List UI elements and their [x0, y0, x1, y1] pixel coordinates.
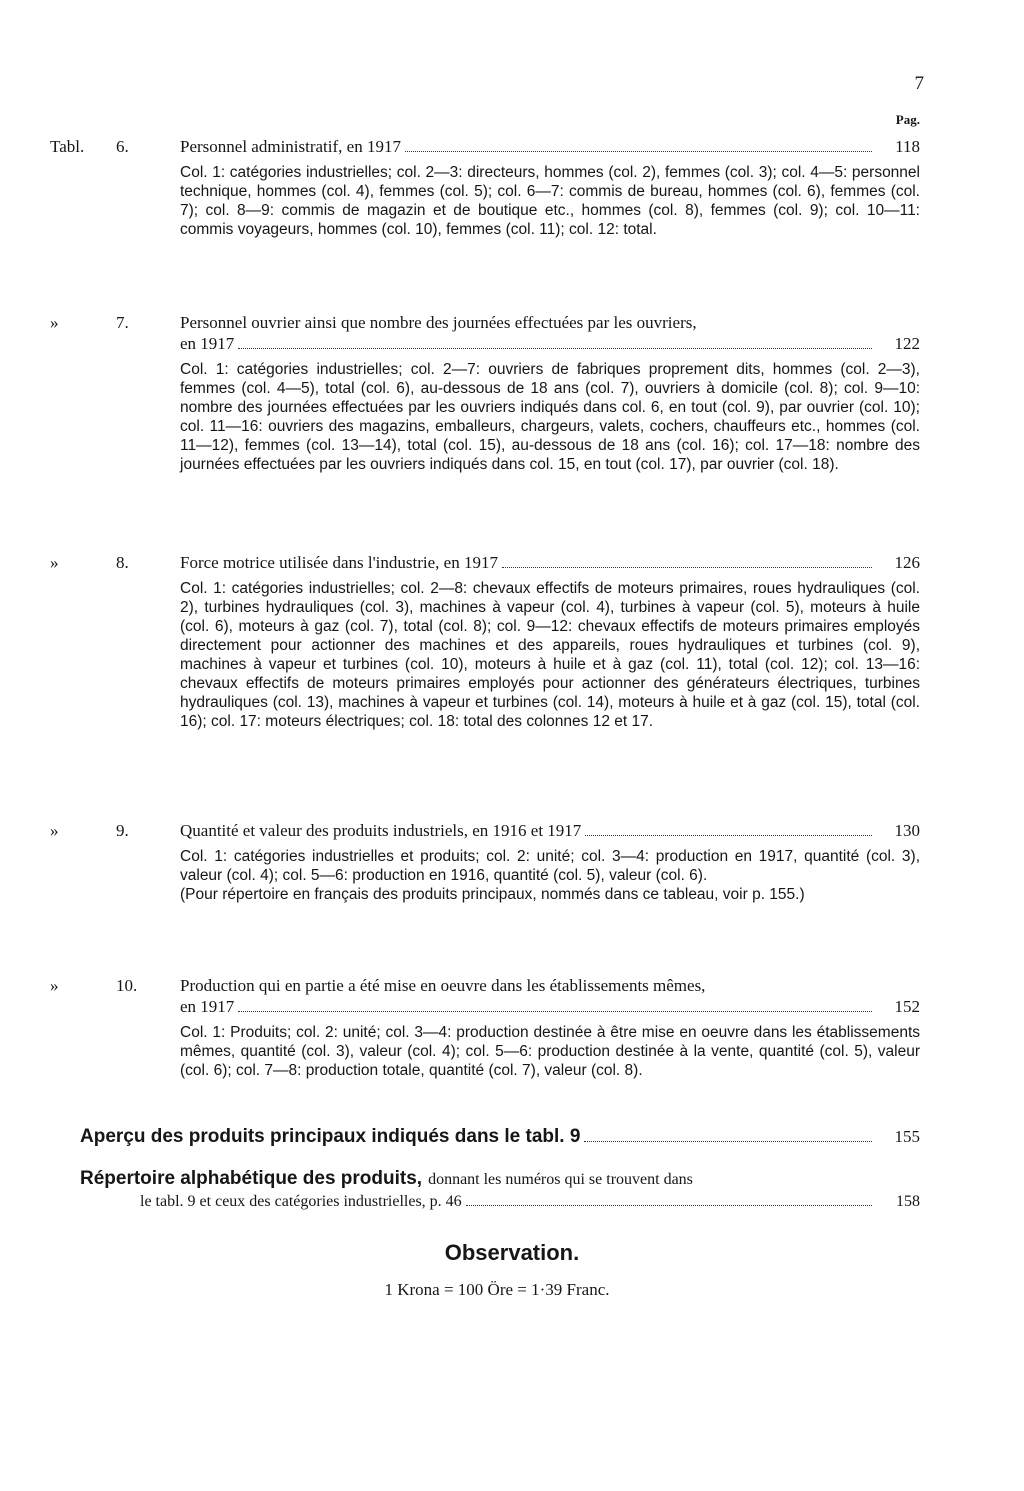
entry-number: 7. [116, 313, 129, 332]
toc-entry-tabl-6 [50, 136, 920, 239]
ditto-mark: » [50, 821, 59, 840]
dot-leader [585, 835, 872, 836]
entry-description [180, 847, 920, 904]
entry-page: 118 [895, 137, 920, 156]
ditto-mark: » [50, 553, 59, 572]
entry-number: 9. [116, 821, 129, 840]
entry-title: Production qui en partie a été mise en oeuvre dans les établissements mêmes, [180, 976, 706, 995]
dot-leader [584, 1141, 872, 1142]
dot-leader [502, 567, 872, 568]
dot-leader [466, 1205, 872, 1206]
entry-number: 6. [116, 137, 129, 156]
entry-page: 122 [894, 334, 920, 353]
entry-marker: Tabl. [50, 137, 85, 156]
repertoire-subtitle: donnant les numéros qui se trouvent dans [428, 1171, 693, 1188]
entry-page: 152 [894, 997, 920, 1016]
dot-leader [238, 1011, 872, 1012]
entry-title: Personnel administratif, en 1917 [180, 137, 401, 156]
dot-leader [405, 151, 872, 152]
apercu-entry [80, 1126, 920, 1148]
apercu-title: Aperçu des produits principaux indiqués dans le tabl. 9 [80, 1126, 581, 1147]
toc-entry-tabl-9 [50, 820, 920, 904]
entry-description: Col. 1: catégories industrielles; col. 2—7: ouvriers de fabriques proprement dits, hommes (col. 2—3), femmes (col. 4—5), total (col. 6), au-dessous de 18 ans (col. 7), ouvriers à domicile (col. 8); col. 9—10: nombre des journées effectuées par les ouvriers indiqués dans col. 6, en tout (col. 9), par ouvrier (col. 10); col. 11—16: ouvriers des magazins, emballeurs, chargeurs, valets, cochers, chauffeurs etc., hommes (col. 11—12), femmes (col. 13—14), total (col. 15), au-dessous de 18 ans (col. 16); col. 17—18: nombre des journées effectuées par les ouvriers indiqués dans col. 15, en tout (col. 17), par ouvrier (col. 18). [180, 361, 920, 473]
entry-note: (Pour répertoire en français des produits principaux, nommés dans ce tableau, voir p. 155.) [180, 886, 805, 903]
entry-title: Quantité et valeur des produits industriels, en 1916 et 1917 [180, 821, 582, 840]
toc-entry-tabl-10 [50, 975, 920, 1080]
observation-heading: Observation. [444, 1240, 580, 1265]
pag-column-label: Pag. [895, 112, 920, 127]
entry-description: Col. 1: catégories industrielles; col. 2—3: directeurs, hommes (col. 2), femmes (col. 3); col. 4—5: personnel technique, hommes (col. 4), femmes (col. 5); col. 6—7: commis de bureau, hommes (col. 6), femmes (col. 7); col. 8—9: commis de magazin et de boutique etc., hommes (col. 8), femmes (col. 9); col. 10—11: commis voyageurs, hommes (col. 10), femmes (col. 11); col. 12: total. [180, 164, 920, 238]
entry-title-continuation: en 1917 [180, 334, 235, 353]
entry-page: 130 [894, 821, 920, 840]
ditto-mark: » [50, 313, 59, 332]
observation-text: 1 Krona = 100 Öre = 1·39 Franc. [384, 1280, 610, 1299]
toc-entry-tabl-7 [50, 312, 920, 474]
repertoire-continuation: le tabl. 9 et ceux des catégories industrielles, p. 46 [140, 1193, 462, 1210]
entry-number: 8. [116, 553, 129, 572]
entry-number: 10. [116, 976, 138, 995]
entry-description-text: Col. 1: catégories industrielles et produits; col. 2: unité; col. 3—4: production en 1917, quantité (col. 3), valeur (col. 4); col. 5—6: production en 1916, quantité (col. 5), valeur (col. 6). [180, 848, 920, 884]
entry-title: Force motrice utilisée dans l'industrie, en 1917 [180, 553, 498, 572]
dot-leader [238, 348, 872, 349]
entry-description: Col. 1: Produits; col. 2: unité; col. 3—4: production destinée à être mise en oeuvre dans les établissements mêmes, quantité (col. 3), valeur (col. 4); col. 5—6: production destinée à la vente, quantité (col. 5), valeur (col. 6); col. 7—8: production totale, quantité (col. 7), valeur (col. 8). [180, 1024, 920, 1079]
repertoire-entry [80, 1168, 920, 1213]
entry-title-continuation: en 1917 [180, 997, 235, 1016]
repertoire-title: Répertoire alphabétique des produits, [80, 1168, 423, 1189]
entry-page: 126 [894, 553, 920, 572]
apercu-page: 155 [894, 1127, 920, 1146]
page-number: 7 [914, 73, 924, 94]
toc-entry-tabl-8 [50, 552, 920, 731]
repertoire-page: 158 [896, 1193, 920, 1210]
entry-title: Personnel ouvrier ainsi que nombre des journées effectuées par les ouvriers, [180, 313, 697, 332]
ditto-mark: » [50, 976, 59, 995]
entry-description: Col. 1: catégories industrielles; col. 2—8: chevaux effectifs de moteurs primaires, roues hydrauliques (col. 2), turbines hydrauliques (col. 3), machines à vapeur (col. 4), turbines à vapeur (col. 5), moteurs à huile (col. 6), moteurs à gaz (col. 7), total (col. 8); col. 9—12: chevaux effectifs de moteurs primaires employés directement pour actionner des machines et des appareils, roues hydrauliques et turbines (col. 9), machines à vapeur et turbines (col. 10), moteurs à huile et à gaz (col. 11), total (col. 12); col. 13—16: chevaux effectifs de moteurs primaires employés pour actionner des générateurs électriques, turbines hydrauliques (col. 13), machines à vapeur et turbines (col. 14), moteurs à huile et à gaz (col. 15), total (col. 16); col. 17: moteurs électriques; col. 18: total des colonnes 12 et 17. [180, 580, 920, 730]
